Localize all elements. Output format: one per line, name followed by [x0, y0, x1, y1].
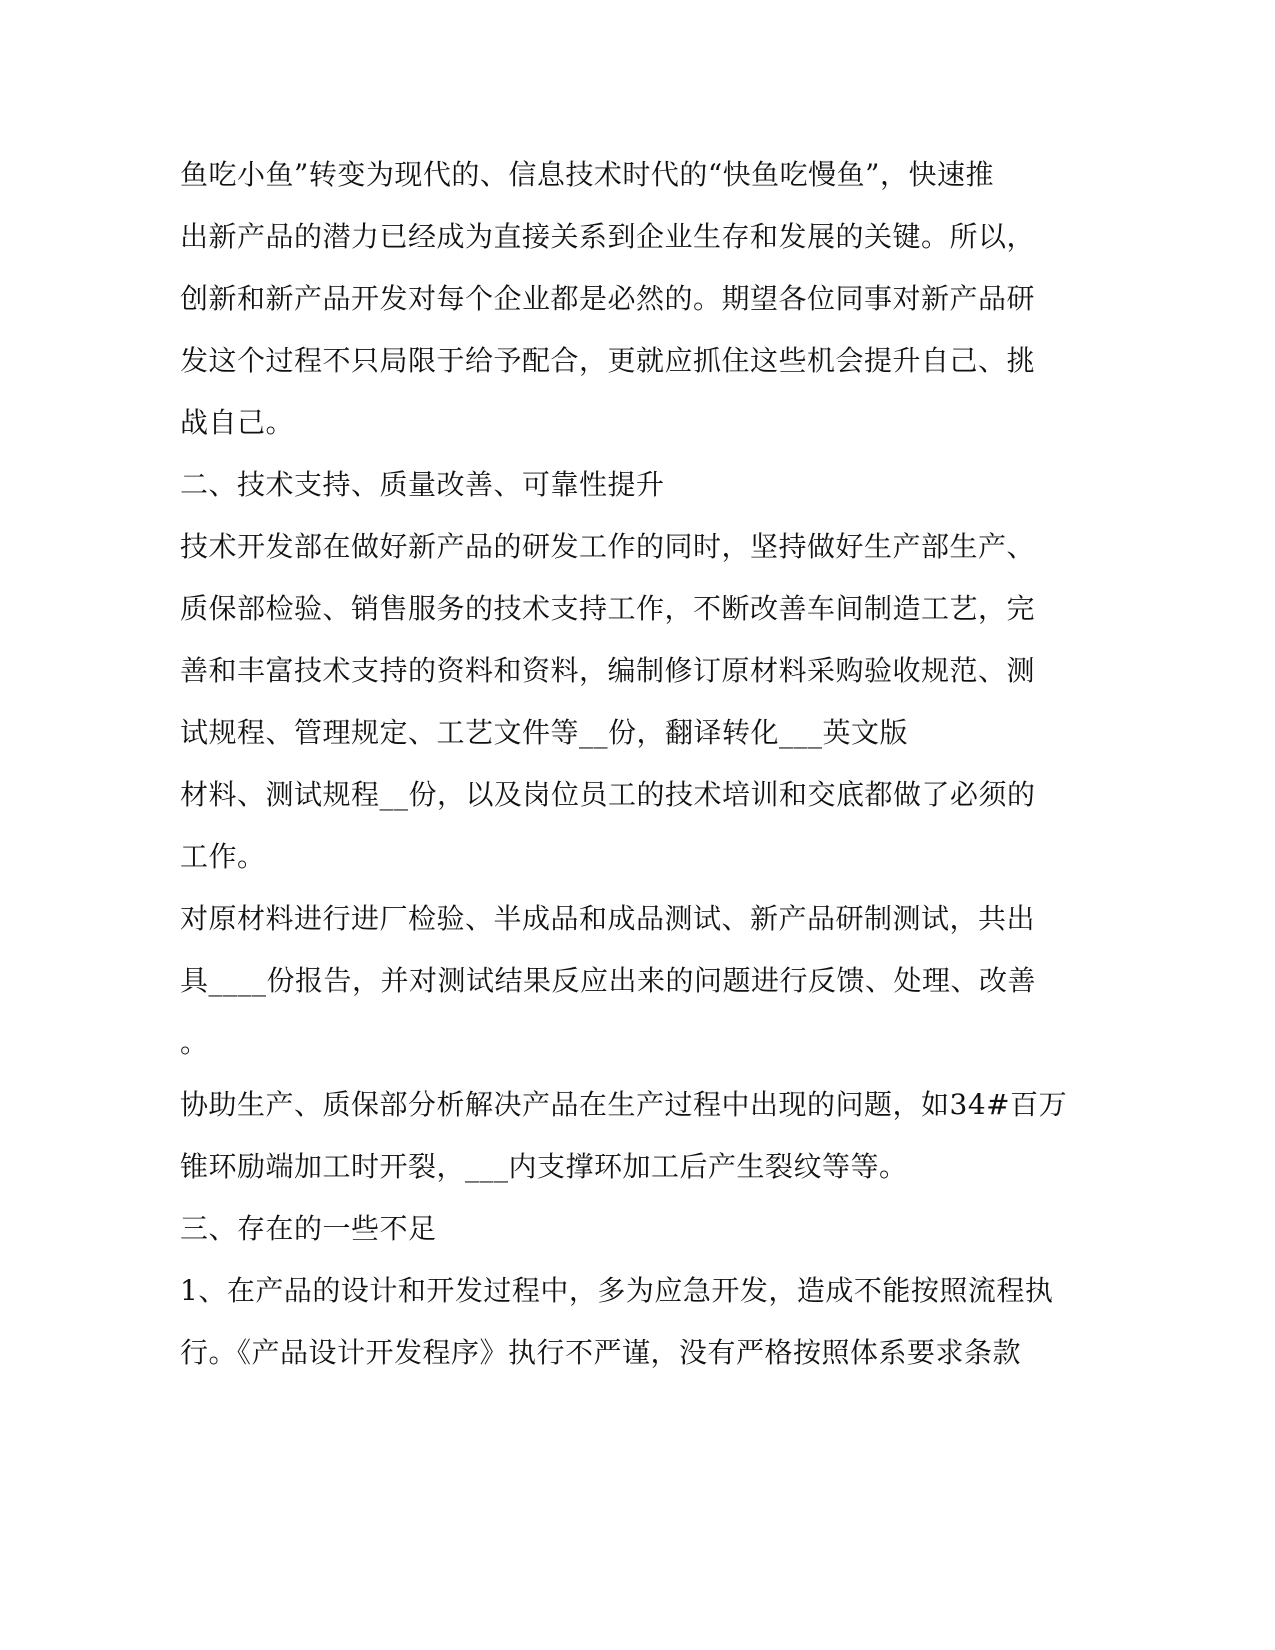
text-line: 行。《产品设计开发程序》执行不严谨，没有严格按照体系要求条款: [180, 1336, 1022, 1369]
text-line: 1、在产品的设计和开发过程中，多为应急开发，造成不能按照流程执: [180, 1274, 1054, 1307]
text-line: 锥环励端加工时开裂，___内支撑环加工后产生裂纹等等。: [180, 1150, 908, 1183]
text-line: 战自己。: [180, 406, 295, 439]
text-line: 。: [180, 1026, 209, 1059]
text-line: 发这个过程不只局限于给予配合，更就应抓住这些机会提升自己、挑: [180, 344, 1036, 377]
text-line: 工作。: [180, 840, 266, 873]
text-line: 善和丰富技术支持的资料和资料，编制修订原材料采购验收规范、测: [180, 654, 1036, 687]
text-line: 创新和新产品开发对每个企业都是必然的。期望各位同事对新产品研: [180, 282, 1036, 315]
text-line: 出新产品的潜力已经成为直接关系到企业生存和发展的关键。所以，: [180, 220, 1036, 253]
section-heading: 三、存在的一些不足: [180, 1212, 437, 1245]
text-line: 鱼吃小鱼”转变为现代的、信息技术时代的“快鱼吃慢鱼”，快速推: [180, 158, 994, 191]
text-line: 对原材料进行进厂检验、半成品和成品测试、新产品研制测试，共出: [180, 902, 1036, 935]
text-line: 协助生产、质保部分析解决产品在生产过程中出现的问题，如34#百万: [180, 1088, 1068, 1121]
text-line: 技术开发部在做好新产品的研发工作的同时，坚持做好生产部生产、: [180, 530, 1036, 563]
text-line: 质保部检验、销售服务的技术支持工作，不断改善车间制造工艺，完: [180, 592, 1036, 625]
text-line: 具____份报告，并对测试结果反应出来的问题进行反馈、处理、改善: [180, 964, 1037, 997]
section-heading: 二、技术支持、质量改善、可靠性提升: [180, 468, 665, 501]
text-line: 材料、测试规程__份，以及岗位员工的技术培训和交底都做了必须的: [180, 778, 1036, 811]
text-line: 试规程、管理规定、工艺文件等__份，翻译转化___英文版: [180, 716, 909, 749]
